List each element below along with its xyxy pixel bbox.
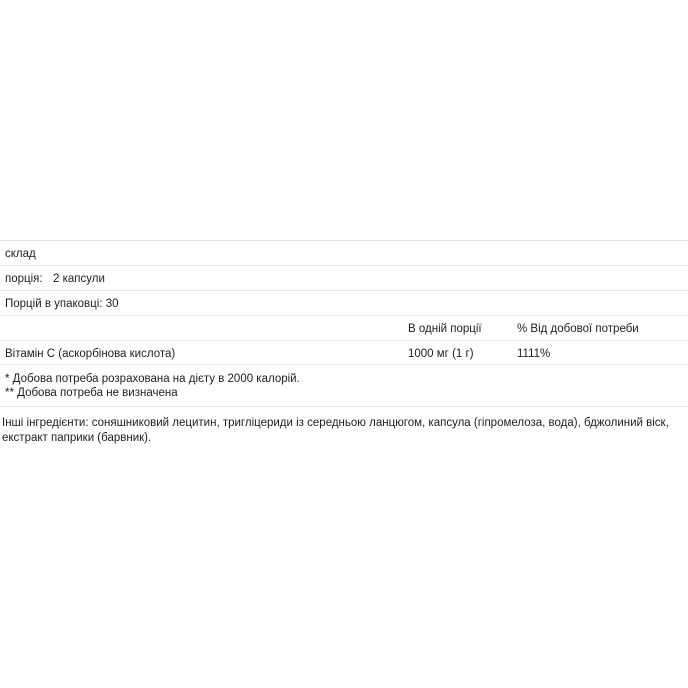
serving-size-label: порція:: [5, 273, 43, 285]
nutrient-daily-value: 1111%: [517, 348, 551, 360]
nutrient-name: Вітамін С (аскорбінова кислота): [5, 348, 176, 360]
servings-per-container: Порцій в упаковці: 30: [5, 298, 119, 310]
serving-size-value: 2 капсули: [53, 273, 105, 285]
footnote-daily-value: * Добова потреба розрахована на дієту в 2000 калорій.: [5, 373, 300, 385]
footnotes: [0, 365, 688, 407]
servings-per-container-row: [0, 290, 688, 315]
nutrient-amount: 1000 мг (1 г): [408, 348, 474, 360]
table-row: [0, 340, 688, 365]
composition-heading: склад: [5, 248, 36, 260]
composition-heading-row: [0, 240, 688, 265]
daily-value-header: % Від добової потреби: [517, 323, 639, 335]
table-header-row: [0, 315, 688, 340]
supplement-facts-panel: [0, 240, 688, 445]
serving-size-row: [0, 265, 688, 290]
other-ingredients: Інші інгредієнти: соняшниковий лецитин, тригліцериди із середньою ланцюгом, капсула (гіпромелоза, вода), бджолиний віск, екстракт паприки (барвник).: [2, 417, 669, 444]
per-serving-header: В одній порції: [408, 323, 482, 335]
footnote-not-established: ** Добова потреба не визначена: [5, 387, 178, 399]
